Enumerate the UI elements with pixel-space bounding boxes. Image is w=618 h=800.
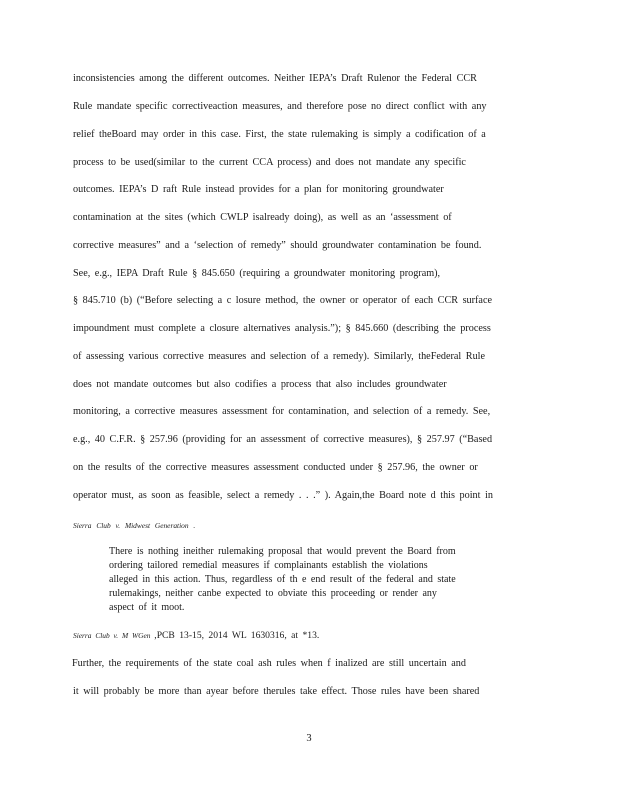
blockquote-line: alleged in this action. Thus, regardless of th e end result of the federal and state (109, 574, 456, 585)
body-line: e.g., 40 C.F.R. § 257.96 (providing for an assessment of corrective measures), § 257.97 (“Based (73, 434, 493, 445)
body-line: See, e.g., IEPA Draft Rule § 845.650 (requiring a groundwater monitoring program), (73, 268, 441, 279)
blockquote-line: ordering tailored remedial measures if complainants establish the violations (109, 560, 428, 571)
body-line: of assessing various corrective measures and selection of a remedy). Similarly, theFederal Rule (73, 351, 486, 362)
case-citation: Sierra Club v. Midwest Generation . (73, 521, 196, 530)
body-line: monitoring, a corrective measures assessment for contamination, and selection of a remedy. See, (73, 406, 491, 417)
body-line: corrective measures” and a ‘selection of remedy” should groundwater contamination be found. (73, 240, 482, 251)
body-line: contamination at the sites (which CWLP isalready doing), as well as an ‘assessment of (73, 212, 452, 223)
blockquote-line: There is nothing ineither rulemaking proposal that would prevent the Board from (109, 546, 456, 557)
body-line: Rule mandate specific correctiveaction measures, and therefore pose no direct conflict with any (73, 101, 487, 112)
body-line: process to be used(similar to the current CCA process) and does not mandate any specific (73, 157, 466, 168)
body-line: relief theBoard may order in this case. First, the state rulemaking is simply a codification of a (73, 129, 486, 140)
body-line: operator must, as soon as feasible, select a remedy . . .” ). Again,the Board note d this point in (73, 490, 493, 501)
body-line: outcomes. IEPA’s D raft Rule instead provides for a plan for monitoring groundwater (73, 184, 444, 195)
case-citation-short (73, 629, 535, 643)
page-number: 3 (306, 733, 312, 744)
body-line: it will probably be more than ayear before therules take effect. Those rules have been shared (73, 686, 480, 697)
body-line: Further, the requirements of the state coal ash rules when f inalized are still uncertain and (72, 658, 466, 669)
body-line: impoundment must complete a closure alternatives analysis.”); § 845.660 (describing the process (73, 323, 491, 334)
body-line: on the results of the corrective measures assessment conducted under § 257.96, the owner or (73, 462, 478, 473)
body-line: inconsistencies among the different outcomes. Neither IEPA’s Draft Rulenor the Federal CCR (73, 73, 477, 84)
blockquote-line: aspect of it moot. (109, 602, 185, 613)
blockquote-line: rulemakings, neither canbe expected to obviate this proceeding or render any (109, 588, 437, 599)
body-line: does not mandate outcomes but also codifies a process that also includes groundwater (73, 379, 447, 390)
citation-text: Sierra Club v. M WGen ,PCB 13-15, 2014 WL 1630316, at *13. (73, 630, 320, 641)
body-line: § 845.710 (b) (“Before selecting a c losure method, the owner or operator of each CCR surface (73, 295, 492, 306)
